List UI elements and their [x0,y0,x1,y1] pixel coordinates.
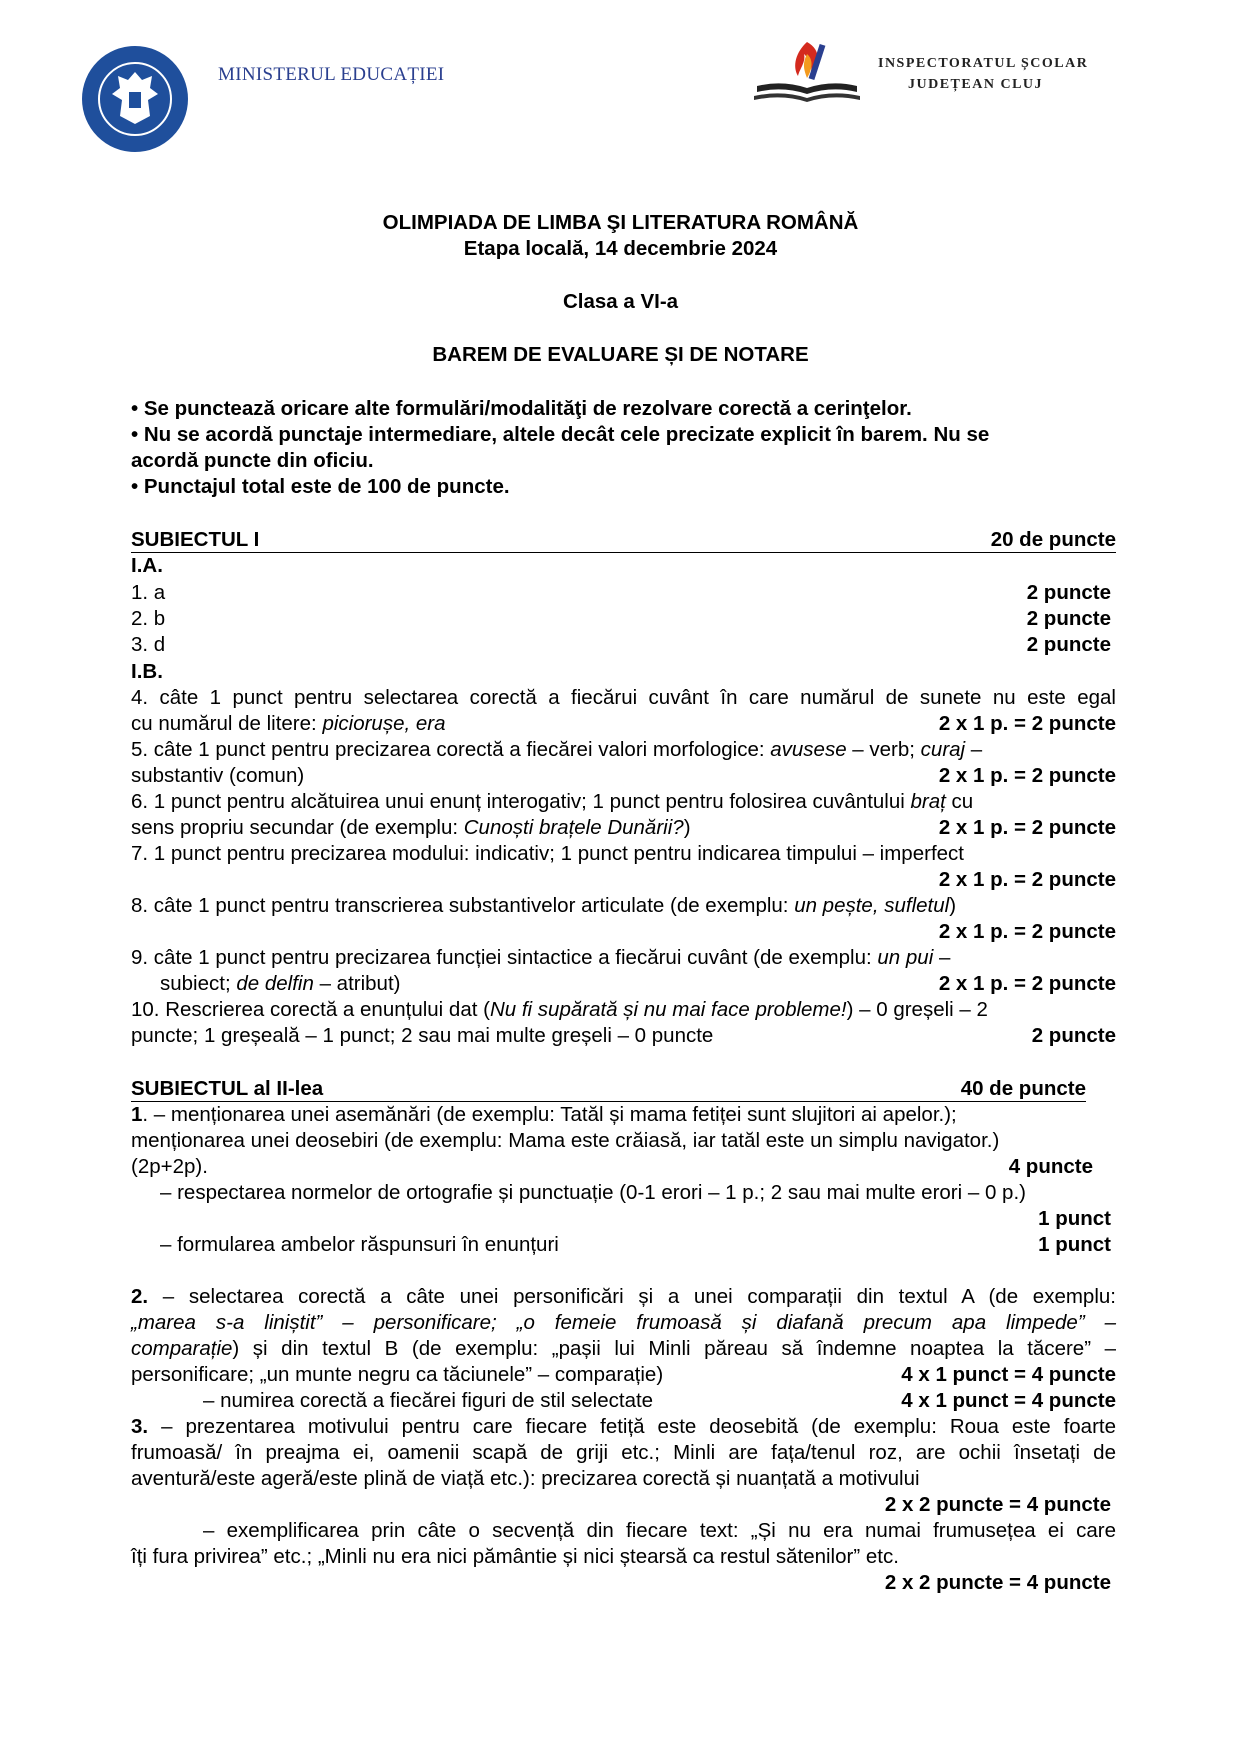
ministry-name: MINISTERUL EDUCAȚIEI [218,64,445,85]
s2-item-2-line2: „marea s-a liniștit” – personificare; „o femeie frumoasă și diafană precum apa limpede” – [131,1311,1116,1334]
section-ia: I.A. [131,554,163,577]
section-ib: I.B. [131,660,163,683]
subject-1-rule [131,552,1116,553]
subject-2-points: 40 de puncte [960,1077,1086,1100]
item-10-points: 2 puncte [1031,1024,1116,1047]
rule-2b: acordă puncte din oficiu. [131,449,374,472]
item-3-points: 2 puncte [1026,633,1111,656]
subject-1-title: SUBIECTUL I [131,528,260,551]
s2-item-3-line1: 3. – prezentarea motivului pentru care fiecare fetiță este deosebită (de exemplu: Roua este foarte [131,1415,1116,1438]
item-9-line2: subiect; de delfin – atribut) [160,972,401,995]
s2-item-2-line3: comparație) și din textul B (de exemplu: „pașii lui Minli păreau să îndemne noaptea la tăcere” – [131,1337,1116,1360]
item-10-line1: 10. Rescrierea corectă a enunțului dat (Nu fi supărată și nu mai face probleme!) – 0 greșeli – 2 [131,998,988,1021]
item-5-line2: substantiv (comun) [131,764,305,787]
item-9-line1: 9. câte 1 punct pentru precizarea funcției sintactice a fiecărui cuvânt (de exemplu: un pui – [131,946,951,969]
rule-3: • Punctajul total este de 100 de puncte. [131,475,510,498]
stage-date: Etapa locală, 14 decembrie 2024 [463,237,778,260]
rule-1: • Se punctează oricare alte formulări/modalităţi de rezolvare corectă a cerinţelor. [131,397,912,420]
s2-item-1-spelling: – respectarea normelor de ortografie și punctuație (0-1 erori – 1 p.; 2 sau mai multe erori – 0 p.) [160,1181,1026,1204]
item-3: 3. d [131,633,166,656]
s2-item-1-sentences: – formularea ambelor răspunsuri în enunțuri [160,1233,559,1256]
item-4-line2: cu numărul de litere: piciorușe, era [131,712,446,735]
item-7: 7. 1 punct pentru precizarea modului: indicativ; 1 punct pentru indicarea timpului – imperfect [131,842,964,865]
item-9-points: 2 x 1 p. = 2 puncte [938,972,1116,995]
item-7-points: 2 x 1 p. = 2 puncte [938,868,1116,891]
s2-item-3-line3: aventură/este ageră/este plină de viață etc.): precizarea corectă și nuanțată a motivului [131,1467,920,1490]
item-6-points: 2 x 1 p. = 2 puncte [938,816,1116,839]
seal-icon [80,44,190,154]
item-1: 1. a [131,581,166,604]
government-seal [80,44,190,154]
s2-item-1-sentences-points: 1 punct [1038,1233,1111,1256]
item-2-points: 2 puncte [1026,607,1111,630]
s2-item-1-line3: (2p+2p). [131,1155,208,1178]
book-flame-icon [752,36,862,112]
olympiad-title: OLIMPIADA DE LIMBA ŞI LITERATURA ROMÂNĂ [382,211,859,234]
s2-item-2-line4: personificare; „un munte negru ca tăciunele” – comparație) [131,1363,664,1386]
s2-item-2-naming: – numirea corectă a fiecărei figuri de stil selectate [203,1389,654,1412]
s2-item-2-points: 4 x 1 punct = 4 puncte [901,1363,1116,1386]
s2-item-3-points-1: 2 x 2 puncte = 4 puncte [884,1493,1111,1516]
inspectorate-line1: INSPECTORATUL ȘCOLAR [878,56,1089,71]
subject-1-points: 20 de puncte [990,528,1116,551]
item-6-line2: sens propriu secundar (de exemplu: Cunoști brațele Dunării?) [131,816,691,839]
s2-item-3-line2: frumoasă/ în preajma ei, oamenii scapă de griji etc.; Minli are fața/tenul roz, are ochii însetați de [131,1441,1116,1464]
item-6-line1: 6. 1 punct pentru alcătuirea unui enunț interogativ; 1 punct pentru folosirea cuvântului braț cu [131,790,974,813]
s2-item-1-points: 4 puncte [1008,1155,1093,1178]
s2-item-3-points-2: 2 x 2 puncte = 4 puncte [884,1571,1111,1594]
s2-item-1-line2: menționarea unei deosebiri (de exemplu: Mama este crăiasă, iar tatăl este un simplu navigator.) [131,1129,1000,1152]
item-8: 8. câte 1 punct pentru transcrierea substantivelor articulate (de exemplu: un pește, sufletul) [131,894,957,917]
item-5-line1: 5. câte 1 punct pentru precizarea corectă a fiecărei valori morfologice: avusese – verb; curaj – [131,738,983,761]
item-4-points: 2 x 1 p. = 2 puncte [938,712,1116,735]
rule-2a: • Nu se acordă punctaje intermediare, altele decât cele precizate explicit în barem. Nu se [131,423,990,446]
class-label: Clasa a VI-a [562,290,679,313]
item-1-points: 2 puncte [1026,581,1111,604]
item-2: 2. b [131,607,166,630]
s2-item-3-line4: – exemplificarea prin câte o secvență din fiecare text: „Și nu era numai frumusețea ei care [203,1519,1116,1542]
item-8-points: 2 x 1 p. = 2 puncte [938,920,1116,943]
s2-item-2-naming-points: 4 x 1 punct = 4 puncte [901,1389,1116,1412]
s2-item-3-line5: îți fura privirea” etc.; „Minli nu era nici pământie și nici ștearsă ca restul sătenilor” etc. [131,1545,899,1568]
s2-item-1-line1: 1. – menționarea unei asemănări (de exemplu: Tatăl și mama fetiței sunt slujitori ai apelor.); [131,1103,957,1126]
item-4-line1: 4. câte 1 punct pentru selectarea corectă a fiecărui cuvânt în care numărul de sunete nu este egal [131,686,1116,709]
inspectorate-logo [752,36,862,112]
subject-2-title: SUBIECTUL al II-lea [131,1077,324,1100]
item-5-points: 2 x 1 p. = 2 puncte [938,764,1116,787]
barem-title: BAREM DE EVALUARE ȘI DE NOTARE [432,343,809,366]
s2-item-2-line1: 2. – selectarea corectă a câte unei personificări și a unei comparații din textul A (de exemplu: [131,1285,1116,1308]
item-10-line2: puncte; 1 greșeală – 1 punct; 2 sau mai multe greșeli – 0 puncte [131,1024,714,1047]
inspectorate-line2: JUDEȚEAN CLUJ [908,77,1044,92]
s2-item-1-spelling-points: 1 punct [1038,1207,1111,1230]
